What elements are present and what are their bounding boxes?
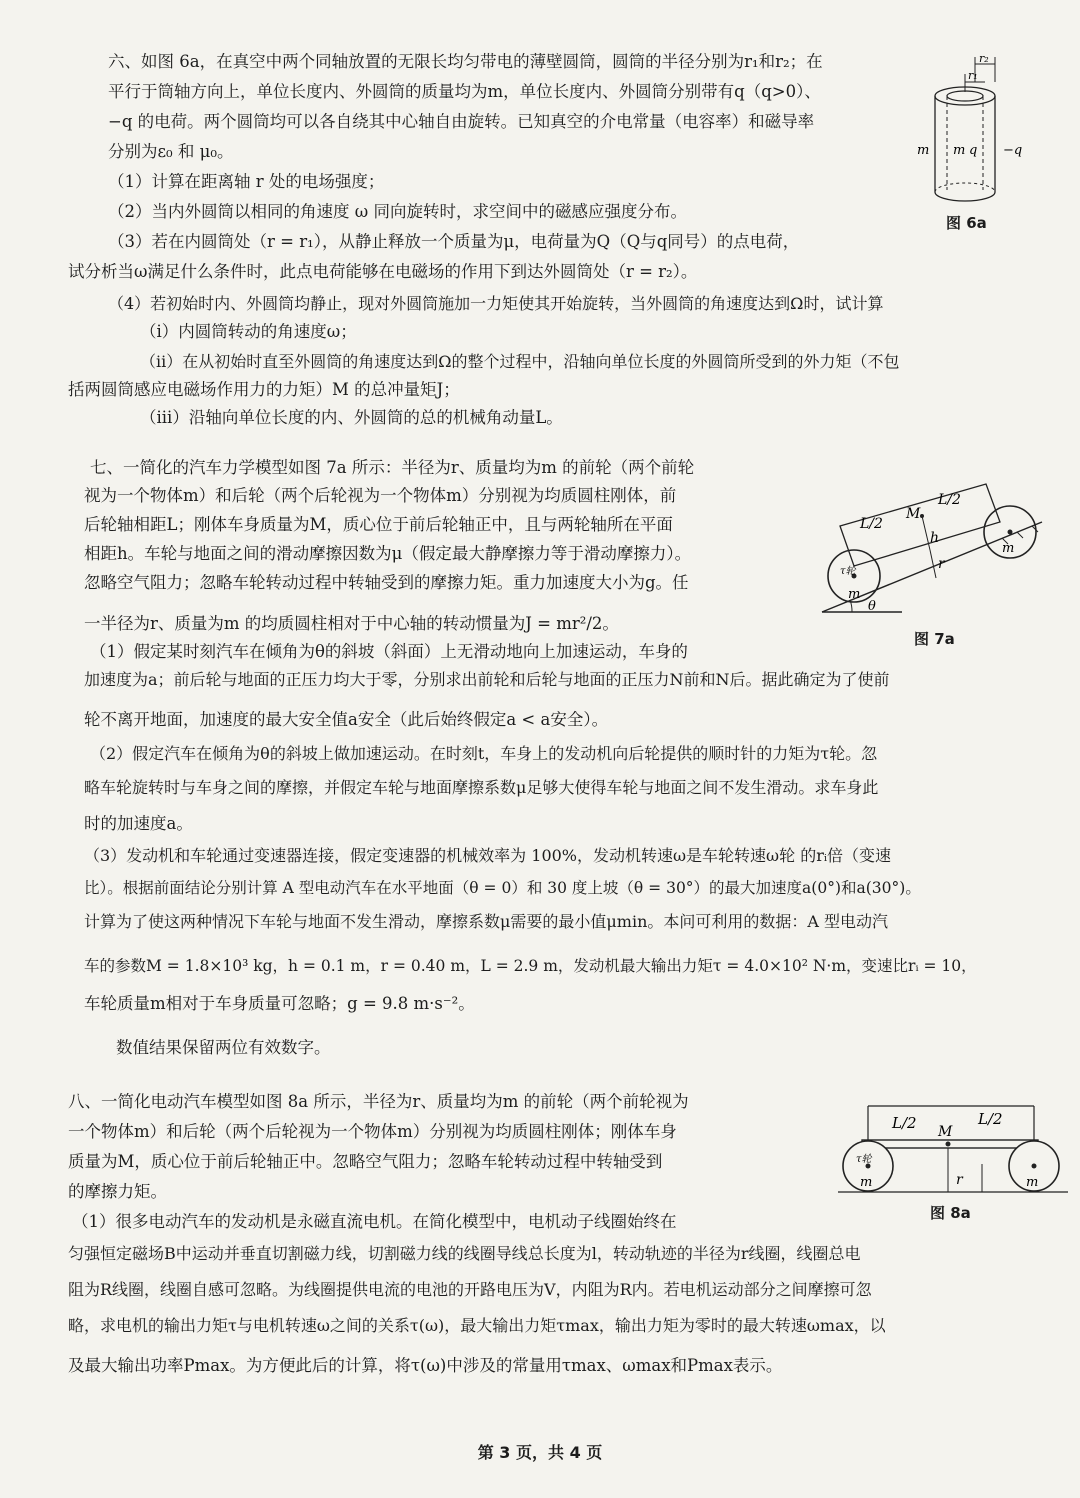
q7-line: （1）假定某时刻汽车在倾角为θ的斜坡（斜面）上无滑动地向上加速运动，车身的 <box>90 642 688 661</box>
q7-line: 一半径为r、质量为m 的均质圆柱相对于中心轴的转动惯量为J = mr²/2。 <box>84 614 619 633</box>
label-theta: θ <box>868 599 876 614</box>
page-footer: 第 3 页，共 4 页 <box>477 1443 603 1462</box>
label-M: M <box>938 1124 953 1140</box>
q6-line: （2）当内外圆筒以相同的角速度 ω 同向旋转时，求空间中的磁感应强度分布。 <box>108 202 687 221</box>
label-half-right: L/2 <box>938 492 961 508</box>
q7-line: 轮不离开地面，加速度的最大安全值a安全（此后始终假定a < a安全）。 <box>84 710 609 729</box>
label-m-front: m <box>1002 541 1015 556</box>
label-neg-q: −q <box>1003 143 1023 158</box>
q8-line: 及最大输出功率Pmax。为方便此后的计算，将τ(ω)中涉及的常量用τmax、ωmax和Pmax表示。 <box>68 1356 783 1375</box>
q7-line: 比）。根据前面结论分别计算 A 型电动汽车在水平地面（θ = 0）和 30 度上坡（θ = 30°）的最大加速度a(0°)和a(30°)。 <box>84 879 921 897</box>
q8-line: 八、一简化电动汽车模型如图 8a 所示，半径为r、质量均为m 的前轮（两个前轮视为 <box>68 1092 689 1111</box>
label-r2: r₂ <box>979 52 989 65</box>
figure-6a-caption: 图 6a <box>946 214 987 232</box>
figure-8a-caption: 图 8a <box>930 1204 971 1222</box>
q8-line: 阻为R线圈，线圈自感可忽略。为线圈提供电流的电池的开路电压为V，内阻为R内。若电机运动部分之间摩擦可忽 <box>68 1280 872 1299</box>
q8-line: （1）很多电动汽车的发动机是永磁直流电机。在简化模型中，电机动子线圈始终在 <box>72 1212 677 1231</box>
label-r: r <box>956 1172 963 1188</box>
q6-line: （iii）沿轴向单位长度的内、外圆筒的总的机械角动量L。 <box>140 408 563 427</box>
q7-line: 时的加速度a。 <box>84 814 193 833</box>
label-r: r <box>938 556 945 572</box>
q7-line: 忽略空气阻力；忽略车轮转动过程中转轴受到的摩擦力矩。重力加速度大小为g。任 <box>84 573 689 592</box>
label-q: q <box>969 143 978 158</box>
q7-line: 七、一简化的汽车力学模型如图 7a 所示：半径为r、质量均为m 的前轮（两个前轮 <box>90 458 695 477</box>
q7-line: 数值结果保留两位有效数字。 <box>116 1038 331 1057</box>
q6-line: （ii）在从初始时直至外圆筒的角速度达到Ω的整个过程中，沿轴向单位长度的外圆筒所受到的外力矩（不包 <box>140 352 900 371</box>
q6-line: −q 的电荷。两个圆筒均可以各自绕其中心轴自由旋转。已知真空的介电常量（电容率）和磁导率 <box>108 112 815 131</box>
q6-line: 平行于筒轴方向上，单位长度内、外圆筒的质量均为m，单位长度内、外圆筒分别带有q（q>0）、 <box>108 82 821 101</box>
q8-line: 略，求电机的输出力矩τ与电机转速ω之间的关系τ(ω)，最大输出力矩τmax，输出力矩为零时的最大转速ωmax，以 <box>68 1316 886 1335</box>
q7-line: 计算为了使这两种情况下车轮与地面不发生滑动，摩擦系数μ需要的最小值μmin。本问可利用的数据：A 型电动汽 <box>84 912 889 931</box>
q6-line: 括两圆筒感应电磁场作用力的力矩）M 的总冲量矩J； <box>68 380 460 399</box>
figure-6a <box>905 52 1045 232</box>
label-M: M <box>906 506 921 522</box>
q8-line: 的摩擦力矩。 <box>68 1182 167 1201</box>
label-tau: τ轮 <box>840 566 856 577</box>
label-m-rear: m <box>848 587 861 602</box>
q6-line: （i）内圆筒转动的角速度ω； <box>140 322 357 341</box>
q6-line: 六、如图 6a，在真空中两个同轴放置的无限长均匀带电的薄壁圆筒，圆筒的半径分别为r₁和r₂；在 <box>108 52 823 71</box>
q7-line: 车轮质量m相对于车身质量可忽略；g = 9.8 m·s⁻²。 <box>84 994 475 1013</box>
q6-line: （4）若初始时内、外圆筒均静止，现对外圆筒施加一力矩使其开始旋转，当外圆筒的角速度达到Ω时，试计算 <box>108 294 884 313</box>
q8-line: 一个物体m）和后轮（两个后轮视为一个物体m）分别视为均质圆柱刚体；刚体车身 <box>68 1122 677 1141</box>
q7-line: 加速度为a；前后轮与地面的正压力均大于零，分别求出前轮和后轮与地面的正压力N前和N后。据此确定为了使前 <box>84 670 890 689</box>
figure-8a <box>838 1100 1068 1200</box>
label-r1: r₁ <box>968 69 978 82</box>
q8-line: 匀强恒定磁场B中运动并垂直切割磁力线，切割磁力线的线圈导线总长度为l，转动轨迹的半径为r线圈，线圈总电 <box>68 1244 861 1263</box>
figure-7a <box>812 474 1057 624</box>
figure-7a-caption: 图 7a <box>914 630 955 648</box>
q7-line: 车的参数M = 1.8×10³ kg，h = 0.1 m，r = 0.40 m，L = 2.9 m，发动机最大输出力矩τ = 4.0×10² N·m，变速比rᵢ = 10， <box>84 957 977 975</box>
label-h: h <box>930 530 940 546</box>
q6-line: 试分析当ω满足什么条件时，此点电荷能够在电磁场的作用下到达外圆筒处（r = r₂）。 <box>68 262 698 281</box>
q6-line: （3）若在内圆筒处（r = r₁），从静止释放一个质量为μ，电荷量为Q（Q与q同号）的点电荷， <box>108 232 800 251</box>
q7-line: （3）发动机和车轮通过变速器连接，假定变速器的机械效率为 100%，发动机转速ω是车轮转速ω轮 的rᵢ倍（变速 <box>84 846 892 865</box>
label-half-right: L/2 <box>978 1110 1003 1128</box>
q7-line: 后轮轴相距L；刚体车身质量为M，质心位于前后轮轴正中，且与两轮轴所在平面 <box>84 515 673 534</box>
label-m-front: m <box>1026 1175 1039 1190</box>
label-half-left: L/2 <box>892 1114 917 1132</box>
label-m-inner: m <box>953 143 966 158</box>
q7-line: 相距h。车轮与地面之间的滑动摩擦因数为μ（假定最大静摩擦力等于滑动摩擦力）。 <box>84 544 692 563</box>
q6-line: （1）计算在距离轴 r 处的电场强度； <box>108 172 385 191</box>
label-half-left: L/2 <box>860 516 883 532</box>
q6-line: 分别为ε₀ 和 μ₀。 <box>108 142 234 161</box>
label-m-outer: m <box>917 143 930 158</box>
q7-line: 视为一个物体m）和后轮（两个后轮视为一个物体m）分别视为均质圆柱刚体，前 <box>84 486 677 505</box>
q7-line: （2）假定汽车在倾角为θ的斜坡上做加速运动。在时刻t，车身上的发动机向后轮提供的顺时针的力矩为τ轮。忽 <box>90 744 878 763</box>
label-tau: τ轮 <box>856 1154 872 1165</box>
label-m-rear: m <box>860 1175 873 1190</box>
q8-line: 质量为M，质心位于前后轮轴正中。忽略空气阻力；忽略车轮转动过程中转轴受到 <box>68 1152 663 1171</box>
q7-line: 略车轮旋转时与车身之间的摩擦，并假定车轮与地面摩擦系数μ足够大使得车轮与地面之间不发生滑动。求车身此 <box>84 778 879 797</box>
